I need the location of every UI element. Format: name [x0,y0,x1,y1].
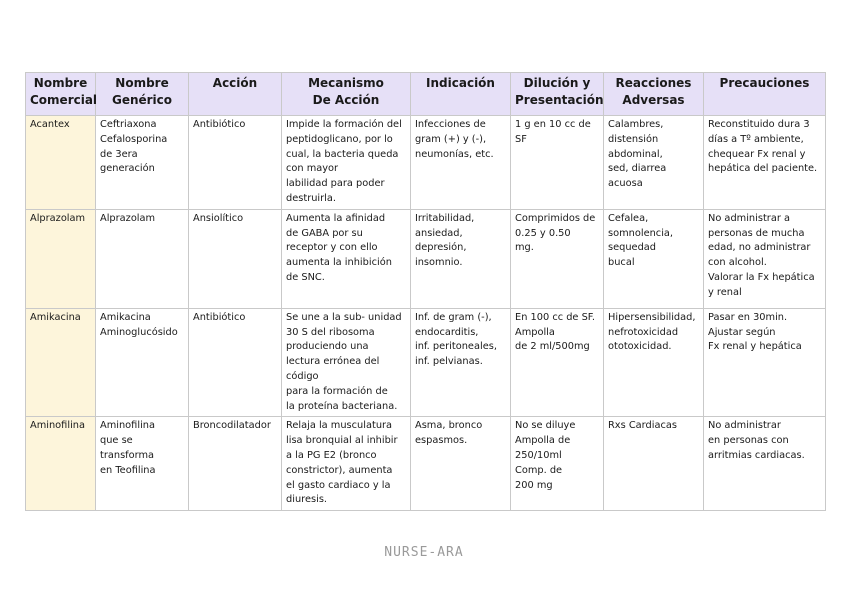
document-page [25,72,825,511]
header-nombre-comercial: Nombre Comercial [26,73,96,116]
cell-dilucion: No se diluye Ampolla de 250/10ml Comp. de 200 mg [511,417,604,511]
cell-indicacion: Infecciones de gram (+) y (-), neumonías, etc. [411,116,511,210]
header-reacciones: Reacciones Adversas [604,73,704,116]
cell-generico: Aminofilina que se transforma en Teofilina [96,417,189,511]
table-row [26,209,826,308]
table-row [26,116,826,210]
cell-precauciones: Reconstituido dura 3 días a Tº ambiente, chequear Fx renal y hepática del paciente. [704,116,826,210]
watermark-text: NURSE-ARA [384,545,464,560]
cell-generico: Alprazolam [96,209,189,308]
cell-comercial: Alprazolam [26,209,96,308]
cell-accion: Antibiótico [189,116,282,210]
cell-accion: Antibiótico [189,308,282,417]
table-header-row [26,73,826,116]
cell-indicacion: Inf. de gram (-), endocarditis, inf. peritoneales, inf. pelvianas. [411,308,511,417]
cell-comercial: Aminofilina [26,417,96,511]
cell-reacciones: Cefalea, somnolencia, sequedad bucal [604,209,704,308]
cell-generico: Ceftriaxona Cefalosporina de 3era generación [96,116,189,210]
cell-accion: Ansiolítico [189,209,282,308]
header-dilucion: Dilución y Presentación [511,73,604,116]
cell-indicacion: Irritabilidad, ansiedad, depresión, insomnio. [411,209,511,308]
cell-reacciones: Hipersensibilidad, nefrotoxicidad ototoxicidad. [604,308,704,417]
cell-comercial: Amikacina [26,308,96,417]
cell-precauciones: Pasar en 30min. Ajustar según Fx renal y hepática [704,308,826,417]
header-nombre-generico: Nombre Genérico [96,73,189,116]
cell-mecanismo: Relaja la musculatura lisa bronquial al inhibir a la PG E2 (bronco constrictor), aumenta el gasto cardiaco y la diuresis. [282,417,411,511]
cell-mecanismo: Impide la formación del peptidoglicano, por lo cual, la bacteria queda con mayor labilidad para poder destruirla. [282,116,411,210]
cell-mecanismo: Aumenta la afinidad de GABA por su receptor y con ello aumenta la inhibición de SNC. [282,209,411,308]
cell-reacciones: Rxs Cardiacas [604,417,704,511]
cell-comercial: Acantex [26,116,96,210]
cell-accion: Broncodilatador [189,417,282,511]
header-mecanismo: Mecanismo De Acción [282,73,411,116]
header-indicacion: Indicación [411,73,511,116]
cell-mecanismo: Se une a la sub- unidad 30 S del ribosoma produciendo una lectura errónea del código para la formación de la proteína bacteriana. [282,308,411,417]
cell-dilucion: En 100 cc de SF. Ampolla de 2 ml/500mg [511,308,604,417]
header-accion: Acción [189,73,282,116]
cell-precauciones: No administrar en personas con arritmias cardiacas. [704,417,826,511]
table-row [26,308,826,417]
cell-generico: Amikacina Aminoglucósido [96,308,189,417]
cell-indicacion: Asma, bronco espasmos. [411,417,511,511]
cell-precauciones: No administrar a personas de mucha edad, no administrar con alcohol. Valorar la Fx hepática y renal [704,209,826,308]
table-row [26,417,826,511]
cell-reacciones: Calambres, distensión abdominal, sed, diarrea acuosa [604,116,704,210]
drug-table [25,72,826,511]
cell-dilucion: Comprimidos de 0.25 y 0.50 mg. [511,209,604,308]
header-precauciones: Precauciones [704,73,826,116]
cell-dilucion: 1 g en 10 cc de SF [511,116,604,210]
